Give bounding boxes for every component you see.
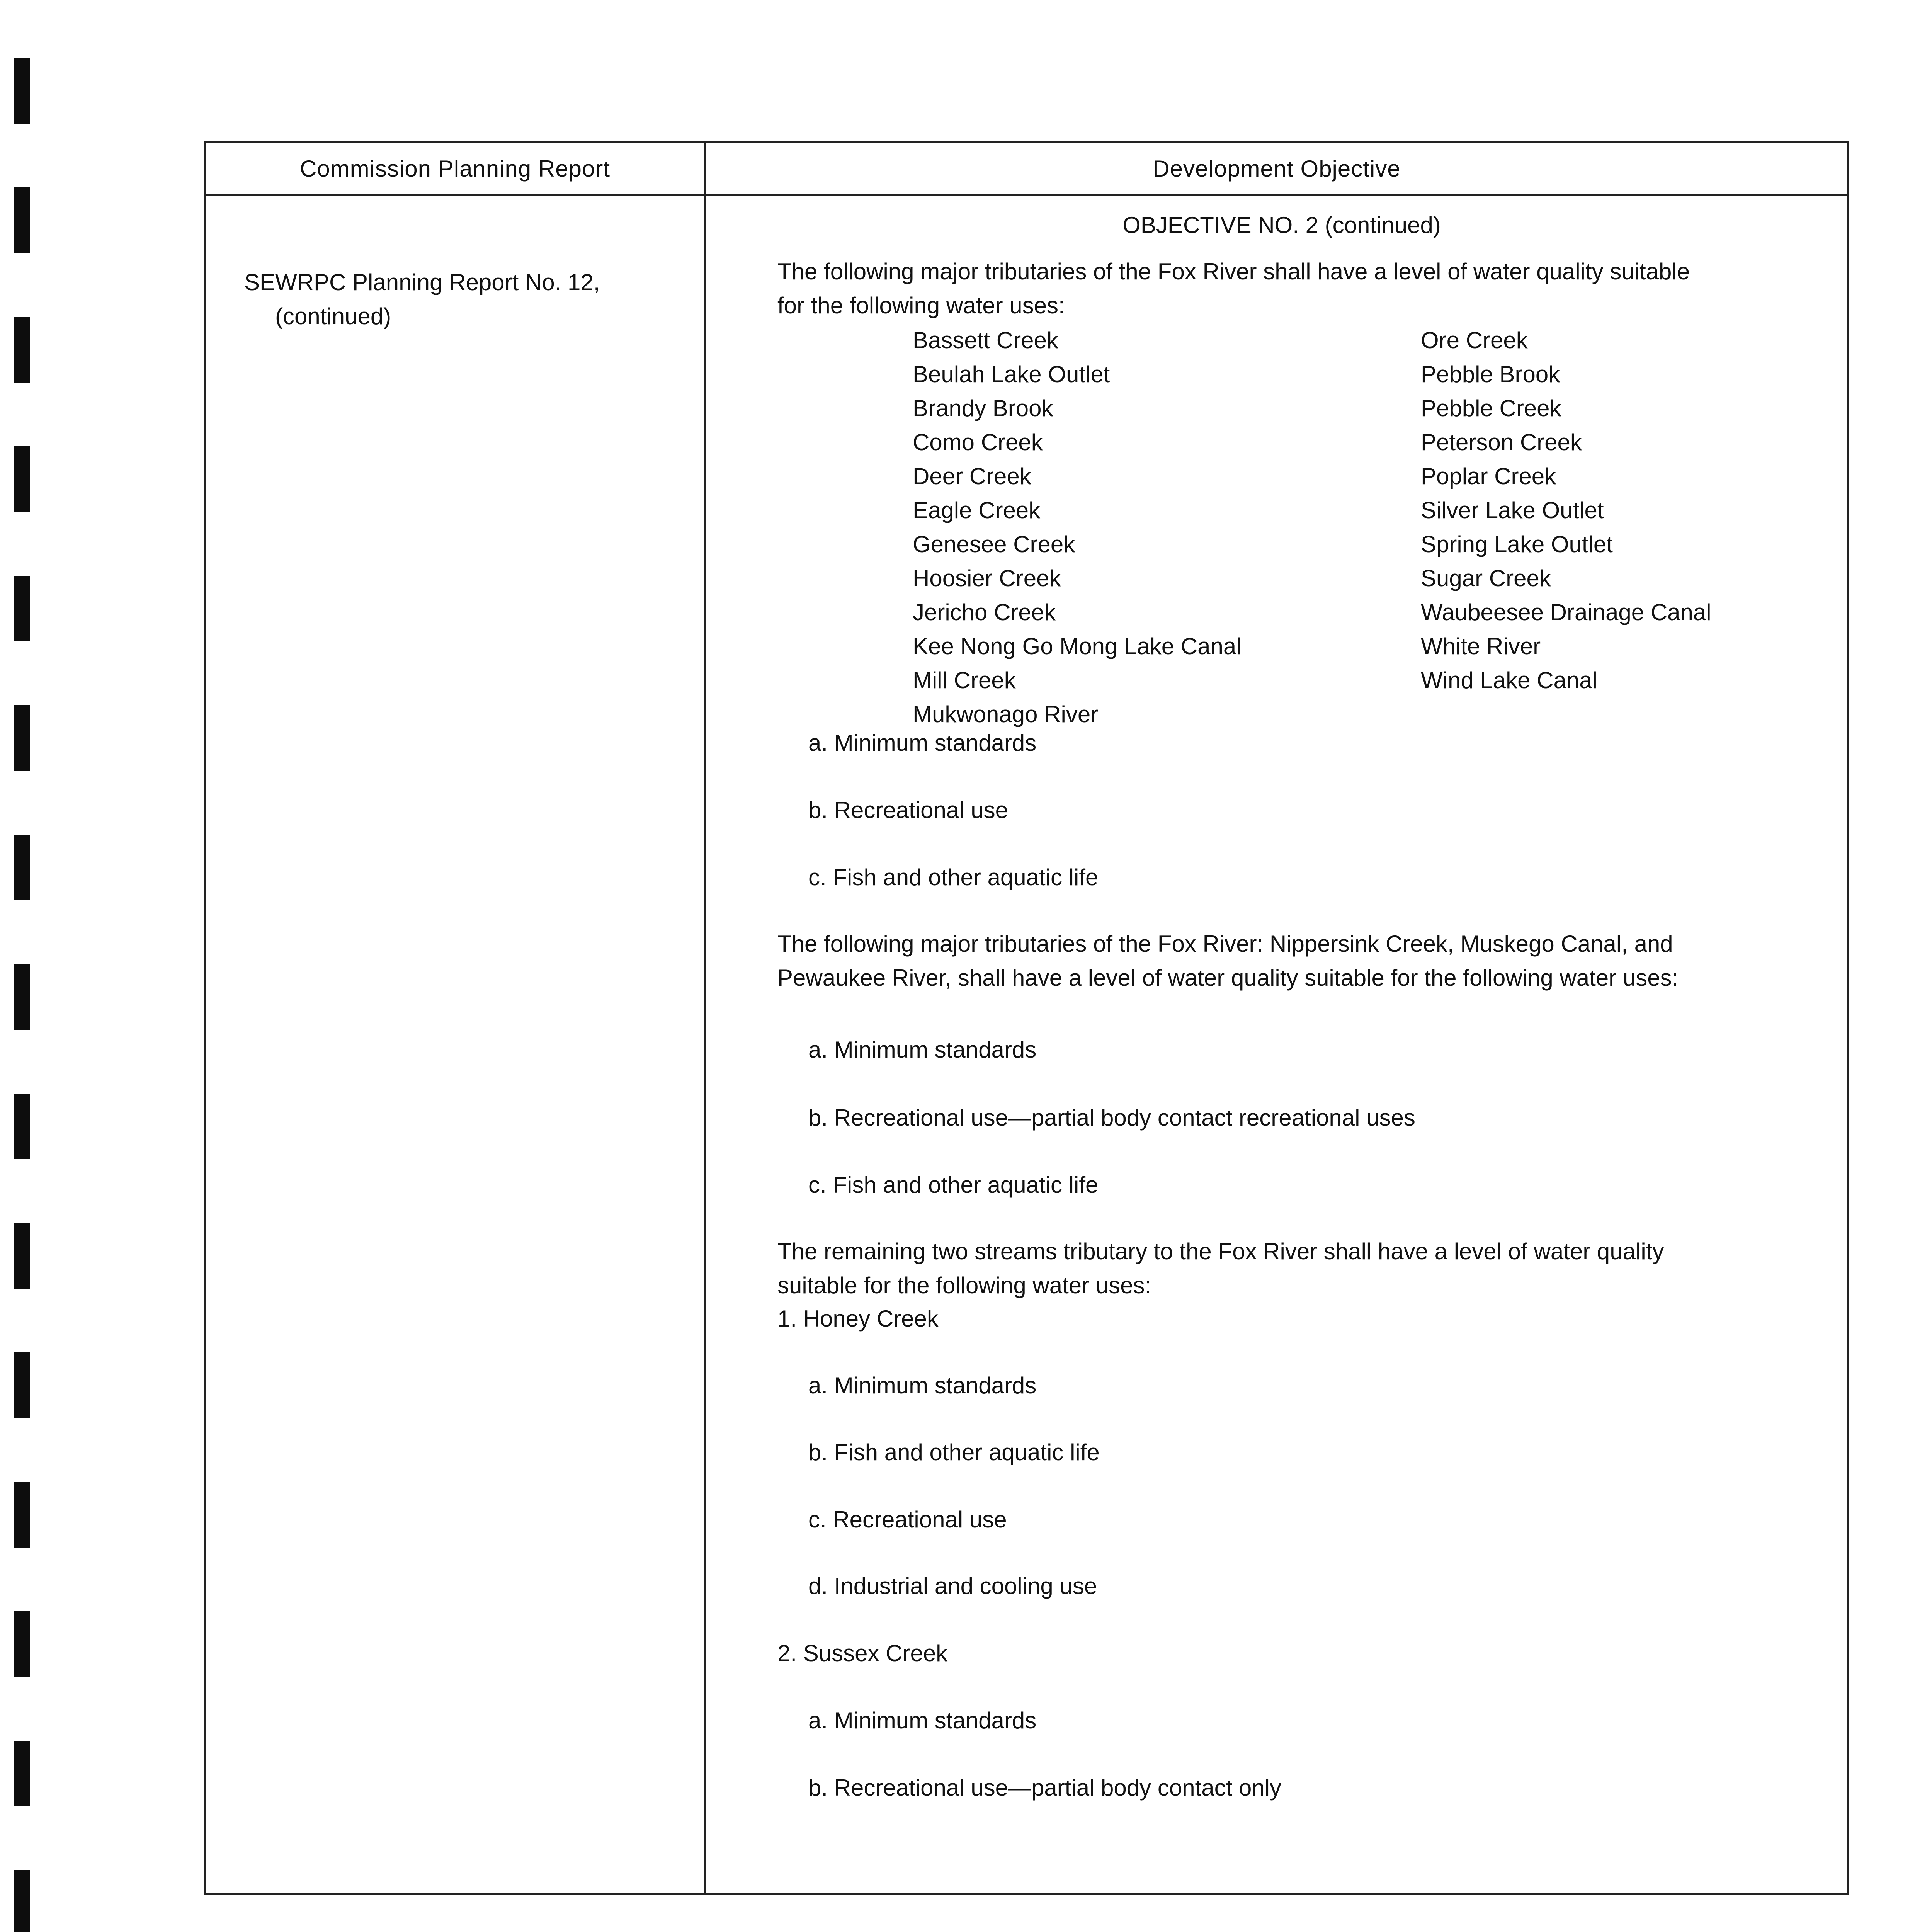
tributary-name: Brandy Brook: [913, 395, 1053, 421]
tributary-name: Peterson Creek: [1421, 429, 1582, 455]
stream-honey-creek: 1. Honey Creek: [777, 1306, 939, 1332]
binding-mark: [14, 835, 30, 900]
tributary-name: Genesee Creek: [913, 531, 1075, 557]
tributary-name: Wind Lake Canal: [1421, 667, 1597, 693]
tributary-name: Deer Creek: [913, 463, 1031, 489]
tributary-name: Bassett Creek: [913, 327, 1058, 353]
binding-mark: [14, 1482, 30, 1548]
use-item: c. Fish and other aquatic life: [808, 864, 1099, 890]
paragraph-line: The remaining two streams tributary to the Fox River shall have a level of water quality: [777, 1238, 1664, 1264]
binding-mark: [14, 1741, 30, 1806]
objectives-table: [204, 141, 1849, 1895]
report-continued: (continued): [275, 303, 391, 329]
binding-mark: [14, 1094, 30, 1159]
tributary-name: Mill Creek: [913, 667, 1016, 693]
tributary-name: Poplar Creek: [1421, 463, 1556, 489]
use-item: a. Minimum standards: [808, 1372, 1037, 1398]
tributary-name: Beulah Lake Outlet: [913, 361, 1110, 387]
paragraph-line: Pewaukee River, shall have a level of water quality suitable for the following water uses:: [777, 965, 1679, 991]
use-item: d. Industrial and cooling use: [808, 1573, 1097, 1599]
binding-mark: [14, 964, 30, 1030]
binding-mark: [14, 317, 30, 383]
use-item: b. Recreational use: [808, 797, 1008, 823]
tributary-name: Pebble Creek: [1421, 395, 1561, 421]
tributary-list-right: [1421, 323, 1711, 697]
use-item: b. Recreational use—partial body contact only: [808, 1775, 1282, 1801]
binding-mark: [14, 1611, 30, 1677]
tributary-name: Silver Lake Outlet: [1421, 497, 1604, 523]
use-item: c. Recreational use: [808, 1507, 1007, 1532]
tributary-name: Pebble Brook: [1421, 361, 1560, 387]
tributary-name: Spring Lake Outlet: [1421, 531, 1613, 557]
binding-mark: [14, 446, 30, 512]
header-development-objective: Development Objective: [1153, 155, 1401, 182]
objective-title: OBJECTIVE NO. 2 (continued): [1122, 212, 1441, 238]
intro-line: for the following water uses:: [777, 293, 1065, 318]
binding-mark: [14, 1870, 30, 1932]
use-item: c. Fish and other aquatic life: [808, 1172, 1099, 1198]
binding-mark: [14, 705, 30, 771]
use-item: a. Minimum standards: [808, 1708, 1037, 1733]
use-item: a. Minimum standards: [808, 730, 1037, 756]
tributary-name: Hoosier Creek: [913, 565, 1061, 591]
second-paragraph: [777, 927, 1817, 995]
header-commission-planning-report: Commission Planning Report: [299, 155, 610, 182]
paragraph-line: suitable for the following water uses:: [777, 1272, 1151, 1298]
use-item: b. Recreational use—partial body contact recreational uses: [808, 1105, 1415, 1131]
tributary-name: Como Creek: [913, 429, 1043, 455]
tributary-name: White River: [1421, 633, 1541, 659]
tributary-name: Mukwonago River: [913, 701, 1099, 727]
third-paragraph: [777, 1235, 1817, 1303]
intro-line: The following major tributaries of the Fox River shall have a level of water quality suitable: [777, 259, 1690, 284]
use-item: a. Minimum standards: [808, 1037, 1037, 1063]
tributary-list-left: [913, 323, 1242, 731]
tributary-name: Waubeesee Drainage Canal: [1421, 599, 1711, 625]
binding-mark: [14, 187, 30, 253]
report-cell: [244, 265, 689, 333]
column-divider: [704, 143, 706, 1893]
binding-mark: [14, 1352, 30, 1418]
tributary-name: Ore Creek: [1421, 327, 1528, 353]
binding-mark: [14, 1223, 30, 1289]
report-name: SEWRPC Planning Report No. 12,: [244, 269, 600, 295]
binding-mark: [14, 576, 30, 641]
tributary-name: Jericho Creek: [913, 599, 1056, 625]
paragraph-line: The following major tributaries of the Fox River: Nippersink Creek, Muskego Canal, and: [777, 931, 1673, 957]
tributary-name: Eagle Creek: [913, 497, 1041, 523]
binding-mark: [14, 58, 30, 124]
tributary-name: Sugar Creek: [1421, 565, 1551, 591]
use-item: b. Fish and other aquatic life: [808, 1439, 1100, 1465]
stream-sussex-creek: 2. Sussex Creek: [777, 1640, 948, 1666]
intro-paragraph: [777, 255, 1817, 323]
tributary-name: Kee Nong Go Mong Lake Canal: [913, 633, 1242, 659]
header-divider: [206, 194, 1847, 196]
